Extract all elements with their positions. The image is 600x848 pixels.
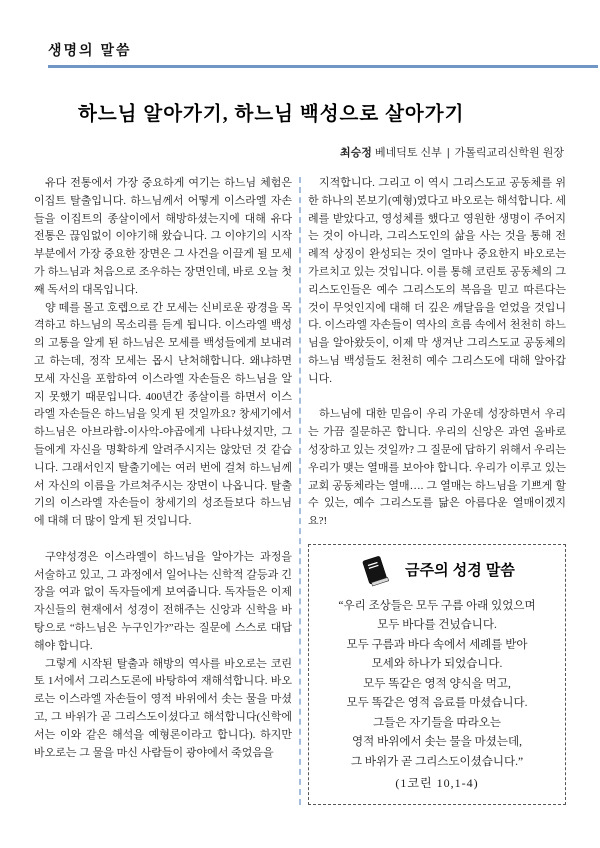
article-columns — [34, 175, 566, 805]
paragraph: 유다 전통에서 가장 중요하게 여기는 하느님 체험은 이집트 탈출입니다. 하느님께서 어떻게 이스라엘 자손들을 이집트의 종살이에서 해방하셨는지에 대해 유다 전통은 끊임없이 이야기해 왔습니다. 그 이야기의 시작 부분에서 가장 중요한 장면은 그 사건을 이끌게 될 모세가 하느님과 처음으로 조우하는 장면인데, 바로 오늘 첫째 독서의 대목입니다. — [34, 177, 292, 296]
byline — [0, 144, 564, 160]
scripture-box — [308, 544, 566, 805]
column-divider — [299, 177, 301, 805]
quote-line: 그 바위가 곧 그리스도이셨습니다.” — [350, 755, 524, 768]
paragraph: 하느님에 대한 믿음이 우리 가운데 성장하면서 우리는 가끔 질문하곤 합니다. 우리의 신앙은 과연 올바로 성장하고 있는 것일까? 그 질문에 답하기 위해서 우리는 우리가 맺는 열매를 보아야 합니다. 우리가 이루고 있는 교회 공동체라는 열매…. 그 열매는 하느님을 기쁘게 할 수 있는, 예수 그리스도를 닮은 아름다운 열매이겠지요?! — [308, 408, 566, 528]
quote-line: 모세와 하나가 되었습니다. — [371, 658, 503, 671]
author-name: 최승정 — [340, 147, 372, 159]
bible-book-icon — [359, 554, 391, 588]
left-column — [34, 175, 292, 805]
quote-line: 모두 똑같은 영적 음료를 마셨습니다. — [346, 697, 528, 710]
paragraph: 그렇게 시작된 탈출과 해방의 역사를 바오로는 코린토 1서에서 그리스도론에 바탕하여 재해석합니다. 바오로는 이스라엘 자손들이 영적 바위에서 솟는 물을 마셨고, 그 바위가 곧 그리스도이셨다고 해석합니다(신학에서는 이와 같은 해석을 예형론이라고 합니다). 하지만 바오로는 그 물을 마신 사람들이 광야에서 죽었음을 — [34, 657, 292, 759]
paragraph: 양 떼를 몰고 호렙으로 간 모세는 신비로운 광경을 목격하고 하느님의 목소리를 듣게 됩니다. 이스라엘 백성의 고통을 알게 된 하느님은 모세를 백성들에게 보내려고 하는데, 정작 모세는 몹시 난처해합니다. 왜냐하면 모세 자신을 포함하여 이스라엘 자손들은 하느님을 알지 못했기 때문입니다. 400년간 종살이를 하면서 이스라엘 자손들은 하느님을 잊게 된 것일까요? 창세기에서 하느님은 아브라함-이사악-야곱에게 나타나셨지만, 그들에게 자신을 명확하게 알려주시지는 않았던 것 같습니다. 그래서인지 탈출기에는 여러 번에 걸쳐 하느님께서 자신의 이름을 가르쳐주시는 장면이 나옵니다. 탈출기의 이스라엘 자손들이 창세기의 성조들보다 하느님에 대해 더 많이 알게 된 것입니다. — [34, 301, 292, 528]
quote-line: “우리 조상들은 모두 구름 아래 있었으며 — [338, 599, 536, 612]
quote-line: 모두 똑같은 영적 양식을 먹고, — [363, 677, 511, 690]
quote-line: 모두 바다를 건넜습니다. — [377, 619, 497, 632]
masthead — [0, 0, 600, 60]
quote-line: 영적 바위에서 솟는 물을 마셨는데, — [352, 736, 522, 749]
header-rule — [48, 65, 598, 68]
paragraph: 구약성경은 이스라엘이 하느님을 알아가는 과정을 서술하고 있고, 그 과정에서 일어나는 신학적 갈등과 긴장을 여과 없이 독자들에게 보여줍니다. 독자들은 이제 자신들의 현재에서 성경이 전해주는 신앙과 신학을 바탕으로 “하느님은 누구인가?”라는 질문에 스스로 대답해야 합니다. — [34, 550, 292, 652]
section-label: 생명의 말씀 — [48, 42, 132, 58]
quote-line: 모두 구름과 바다 속에서 세례를 받아 — [346, 638, 528, 651]
scripture-box-header — [315, 554, 559, 588]
right-column — [308, 175, 566, 805]
scripture-box-title: 금주의 성경 말씀 — [405, 562, 515, 580]
paragraph: 지적합니다. 그리고 이 역시 그리스도교 공동체를 위한 하나의 본보기(예형)였다고 바오로는 해석합니다. 세례를 받았다고, 영성체를 했다고 영원한 생명이 주어지는 것이 아니라, 그리스도인의 삶을 사는 것을 통해 전례적 상징이 완성되는 것이 얼마나 중요한지 바오로는 가르치고 있는 것입니다. 이를 통해 코린토 공동체의 그리스도인들은 예수 그리스도의 복음을 믿고 따른다는 것이 무엇인지에 대해 더 깊은 깨달음을 얻었을 것입니다. 이스라엘 자손들이 역사의 흐름 속에서 천천히 하느님을 알아왔듯이, 이제 막 생겨난 그리스도교 공동체의 하느님 백성들도 천천히 예수 그리스도에 대해 알아갑니다. — [308, 177, 566, 385]
byline-separator: | — [446, 147, 450, 159]
quote-line: 그들은 자기들을 따라오는 — [373, 716, 501, 729]
scripture-quote — [315, 597, 559, 773]
author-role: 베네딕토 신부 — [371, 147, 442, 159]
page-title: 하느님 알아가기, 하느님 백성으로 살아가기 — [78, 104, 465, 125]
scripture-citation: (1코린 10,1-4) — [395, 776, 479, 791]
author-affiliation: 가톨릭교리신학원 원장 — [454, 147, 564, 159]
